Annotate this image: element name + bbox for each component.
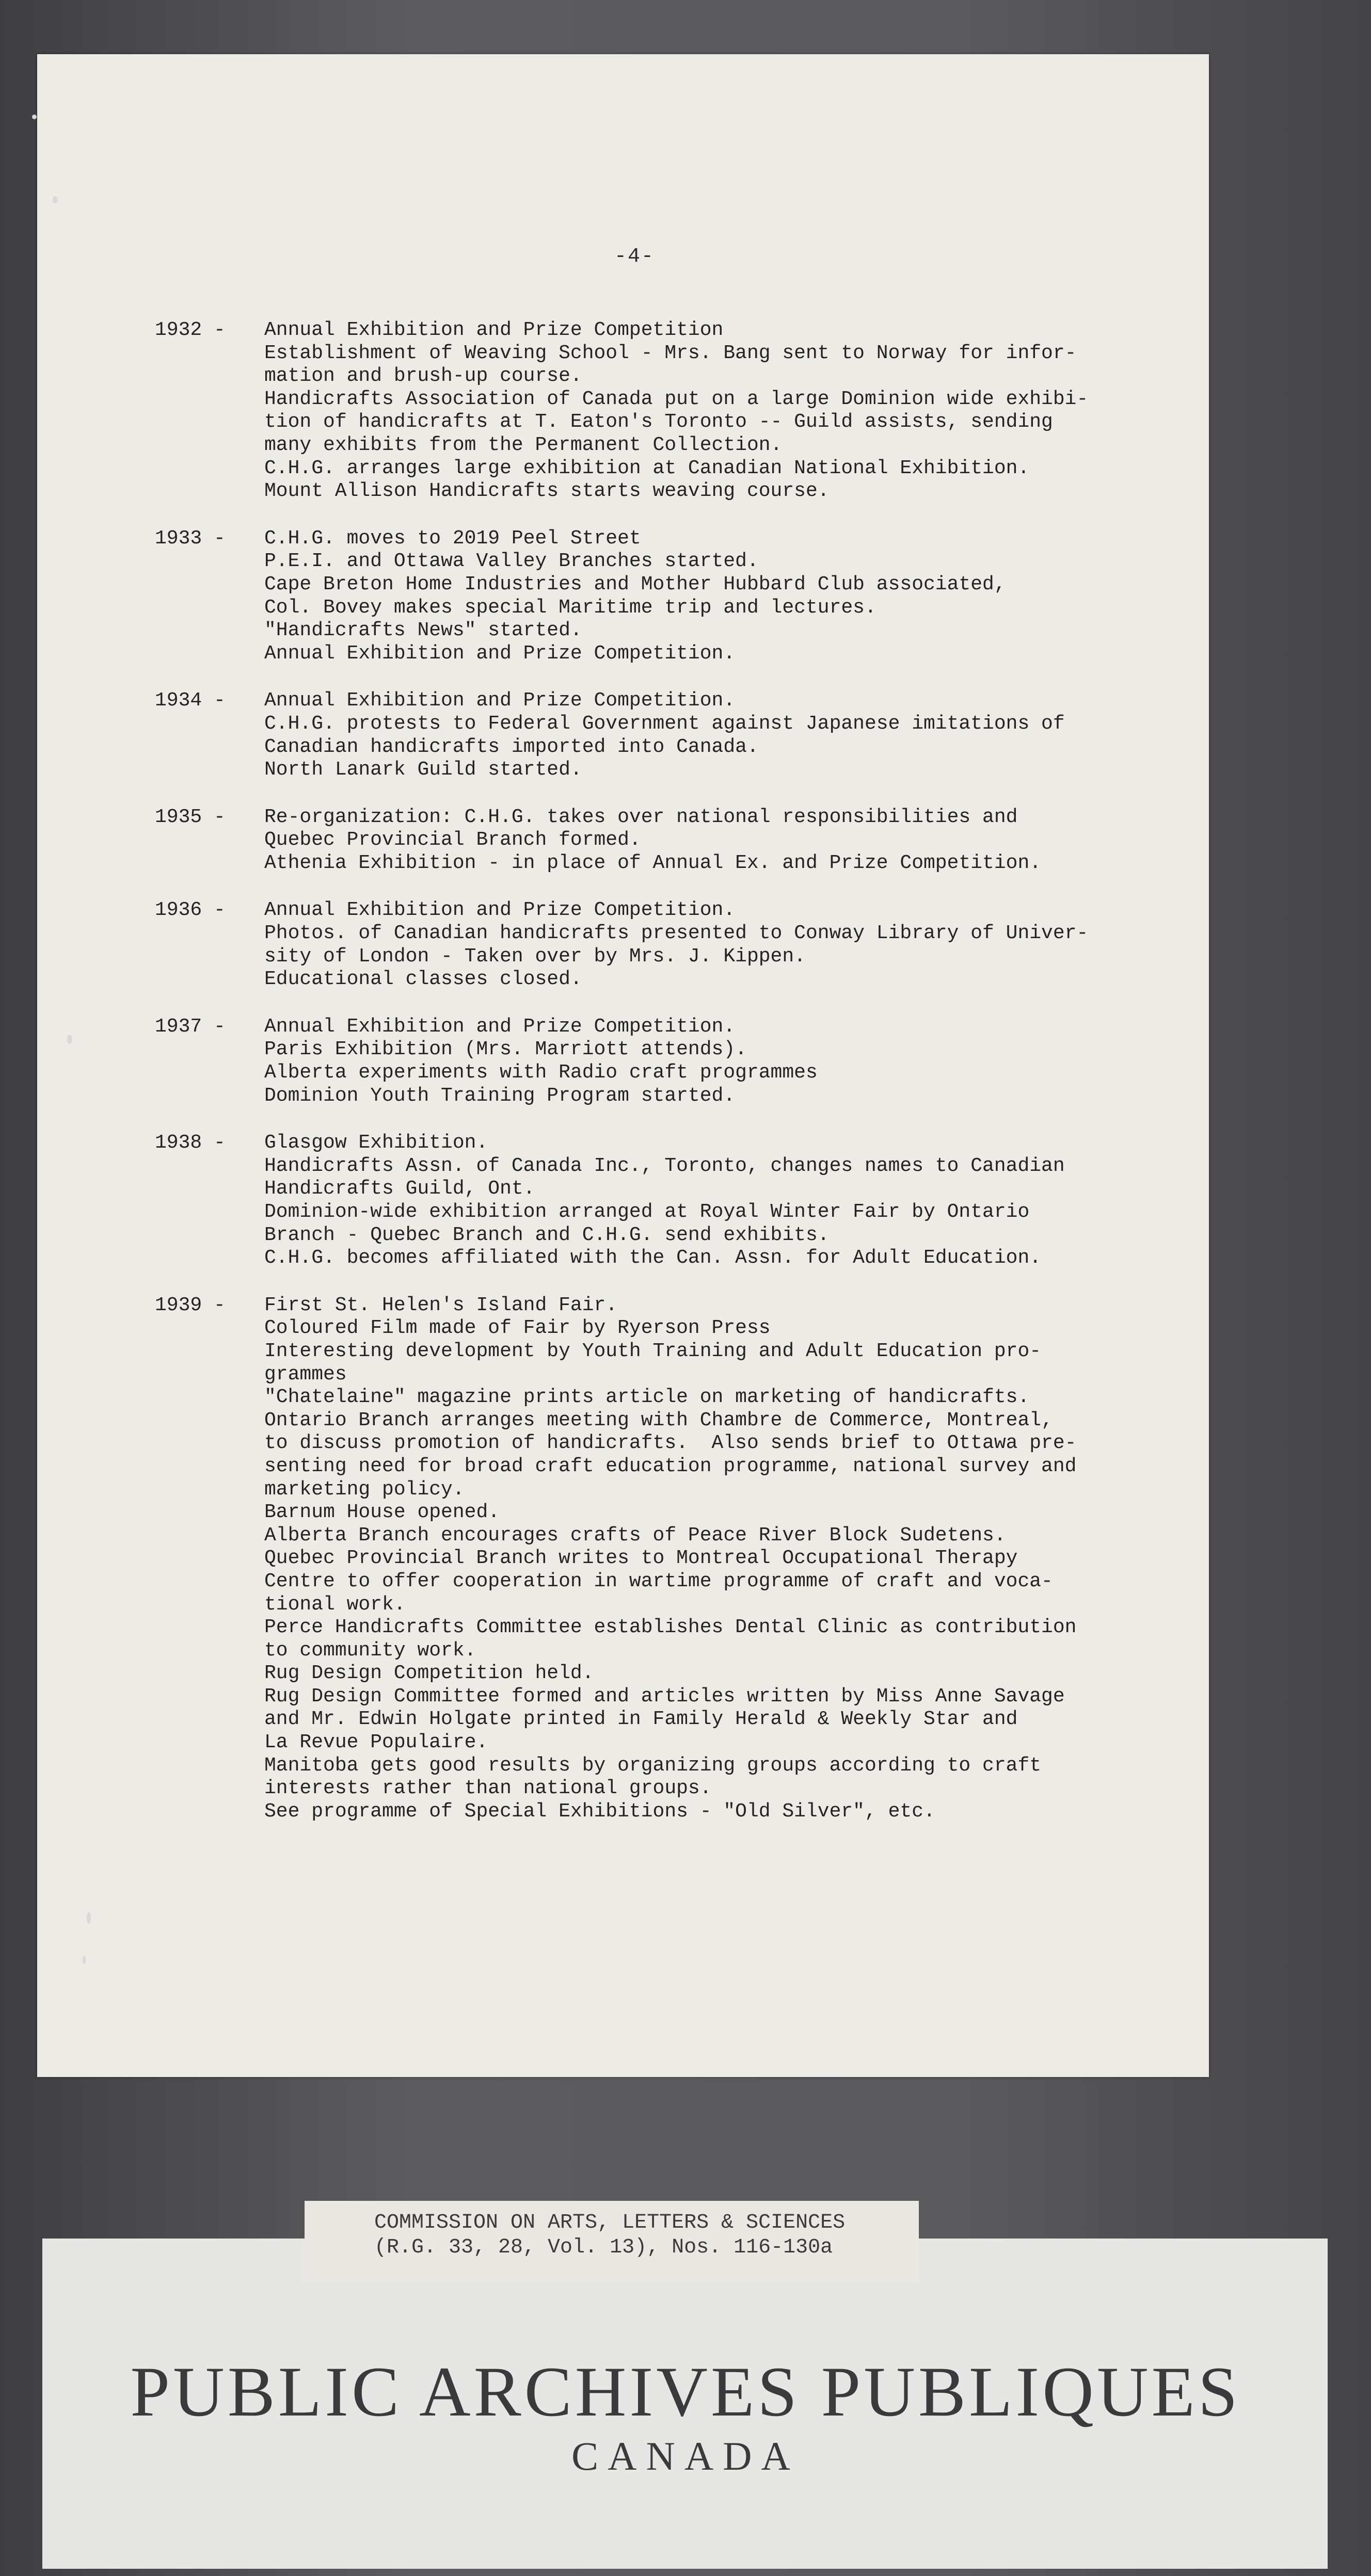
entry-line: Rug Design Competition held. (264, 1662, 594, 1685)
entry-line: C.H.G. moves to 2019 Peel Street (264, 527, 641, 550)
entry-year: 1936 - (155, 899, 226, 922)
entry-line: Branch - Quebec Branch and C.H.G. send exhibits. (264, 1223, 830, 1246)
entry-year: 1937 - (155, 1015, 226, 1038)
entry-line: Annual Exhibition and Prize Competition. (264, 642, 736, 665)
entry-lines (264, 806, 1125, 875)
scan-speck (87, 1912, 91, 1924)
entry-lines (264, 1016, 1125, 1107)
entry-line: "Handicrafts News" started. (264, 619, 582, 642)
entry-line: Handicrafts Guild, Ont. (264, 1178, 535, 1200)
entry-lines (264, 527, 1125, 666)
entry-line: North Lanark Guild started. (264, 759, 582, 781)
entry-line: See programme of Special Exhibitions - "Old Silver", etc. (264, 1800, 935, 1823)
entry-line: to discuss promotion of handicrafts. Also sends brief to Ottawa pre- (264, 1432, 1077, 1455)
entry-line: First St. Helen's Island Fair. (264, 1294, 618, 1316)
entry-line: sity of London - Taken over by Mrs. J. Kippen. (264, 945, 806, 968)
entry-line: Handicrafts Association of Canada put on a large Dominion wide exhibi- (264, 388, 1089, 410)
entry-line: Annual Exhibition and Prize Competition (264, 319, 724, 341)
entry-line: Quebec Provincial Branch writes to Montreal Occupational Therapy (264, 1547, 1018, 1570)
entry-line: Alberta Branch encourages crafts of Peace River Block Sudetens. (264, 1524, 1006, 1547)
entry-line: Handicrafts Assn. of Canada Inc., Toronto, changes names to Canadian (264, 1154, 1065, 1177)
entry-line: tion of handicrafts at T. Eaton's Toronto -- Guild assists, sending (264, 411, 1053, 433)
entry-line: Re-organization: C.H.G. takes over national responsibilities and (264, 806, 1018, 828)
entry-line: to community work. (264, 1639, 476, 1662)
entry-line: Annual Exhibition and Prize Competition. (264, 689, 736, 712)
entry-year: 1934 - (155, 689, 226, 712)
chronology-entry (155, 1294, 1125, 1824)
entry-line: Mount Allison Handicrafts starts weaving course. (264, 480, 830, 503)
scan-speck (67, 1035, 72, 1044)
entry-line: tional work. (264, 1593, 406, 1616)
entry-line: "Chatelaine" magazine prints article on marketing of handicrafts. (264, 1386, 1030, 1409)
entry-line: Annual Exhibition and Prize Competition. (264, 899, 736, 922)
entry-line: Manitoba gets good results by organizing groups according to craft (264, 1754, 1042, 1777)
entry-line: grammes (264, 1363, 347, 1386)
entry-lines (264, 899, 1125, 991)
entry-lines (264, 689, 1125, 781)
entry-line: Annual Exhibition and Prize Competition. (264, 1015, 736, 1038)
entry-line: Centre to offer cooperation in wartime programme of craft and voca- (264, 1570, 1053, 1592)
collection-label-line-1: COMMISSION ON ARTS, LETTERS & SCIENCES (374, 2211, 846, 2234)
entry-line: C.H.G. becomes affiliated with the Can. Assn. for Adult Education. (264, 1247, 1042, 1269)
entry-line: Canadian handicrafts imported into Canada. (264, 735, 759, 758)
archive-subtitle: CANADA (571, 2434, 800, 2478)
chronology-entry (155, 527, 1125, 666)
entry-line: Perce Handicrafts Committee establishes Dental Clinic as contribution (264, 1616, 1077, 1639)
entry-year: 1935 - (155, 806, 226, 828)
entry-line: and Mr. Edwin Holgate printed in Family Herald & Weekly Star and (264, 1708, 1018, 1731)
entry-line: C.H.G. arranges large exhibition at Canadian National Exhibition. (264, 457, 1030, 479)
scan-speck (32, 115, 37, 119)
collection-label-text (374, 2211, 845, 2260)
chronology-entry (155, 319, 1125, 503)
entry-year: 1938 - (155, 1132, 226, 1154)
archive-title: PUBLIC ARCHIVES PUBLIQUES (130, 2352, 1241, 2431)
entry-line: Educational classes closed. (264, 968, 582, 991)
entry-year: 1932 - (155, 319, 226, 341)
entry-line: Alberta experiments with Radio craft programmes (264, 1061, 818, 1084)
entry-line: Paris Exhibition (Mrs. Marriott attends). (264, 1038, 747, 1061)
entry-line: senting need for broad craft education programme, national survey and (264, 1455, 1077, 1477)
entry-lines (264, 319, 1125, 503)
entry-line: Athenia Exhibition - in place of Annual Ex. and Prize Competition. (264, 851, 1042, 874)
entry-line: Barnum House opened. (264, 1501, 500, 1524)
entry-line: mation and brush-up course. (264, 365, 582, 388)
scan-speck (53, 196, 58, 203)
entry-lines (264, 1132, 1125, 1270)
chronology-list (155, 319, 1125, 1847)
entry-line: Glasgow Exhibition. (264, 1132, 488, 1154)
entry-line: interests rather than national groups. (264, 1777, 712, 1800)
entry-lines (264, 1294, 1125, 1824)
entry-year: 1933 - (155, 527, 226, 550)
entry-line: Quebec Provincial Branch formed. (264, 829, 641, 851)
entry-year: 1939 - (155, 1294, 226, 1316)
chronology-entry (155, 689, 1125, 781)
entry-line: many exhibits from the Permanent Collection. (264, 433, 783, 456)
entry-line: Ontario Branch arranges meeting with Chambre de Commerce, Montreal, (264, 1409, 1053, 1431)
entry-line: Cape Breton Home Industries and Mother Hubbard Club associated, (264, 573, 1006, 595)
entry-line: C.H.G. protests to Federal Government against Japanese imitations of (264, 712, 1065, 735)
entry-line: La Revue Populaire. (264, 1731, 488, 1754)
chronology-entry (155, 806, 1125, 875)
collection-label-line-2: (R.G. 33, 28, Vol. 13), Nos. 116-130a (374, 2236, 833, 2259)
entry-line: Rug Design Committee formed and articles written by Miss Anne Savage (264, 1685, 1065, 1708)
entry-line: marketing policy. (264, 1478, 465, 1501)
entry-line: Establishment of Weaving School - Mrs. Bang sent to Norway for infor- (264, 342, 1077, 364)
entry-line: Col. Bovey makes special Maritime trip and lectures. (264, 596, 876, 619)
chronology-entry (155, 899, 1125, 991)
chronology-entry (155, 1132, 1125, 1270)
page-number: -4- (614, 245, 655, 268)
chronology-entry (155, 1016, 1125, 1107)
entry-line: Dominion Youth Training Program started. (264, 1084, 736, 1107)
entry-line: P.E.I. and Ottawa Valley Branches started. (264, 550, 759, 573)
scan-speck (83, 1956, 86, 1964)
entry-line: Coloured Film made of Fair by Ryerson Press (264, 1317, 771, 1340)
entry-line: Interesting development by Youth Training and Adult Education pro- (264, 1340, 1042, 1362)
entry-line: Photos. of Canadian handicrafts presented to Conway Library of Univer- (264, 922, 1089, 945)
entry-line: Dominion-wide exhibition arranged at Royal Winter Fair by Ontario (264, 1201, 1030, 1223)
